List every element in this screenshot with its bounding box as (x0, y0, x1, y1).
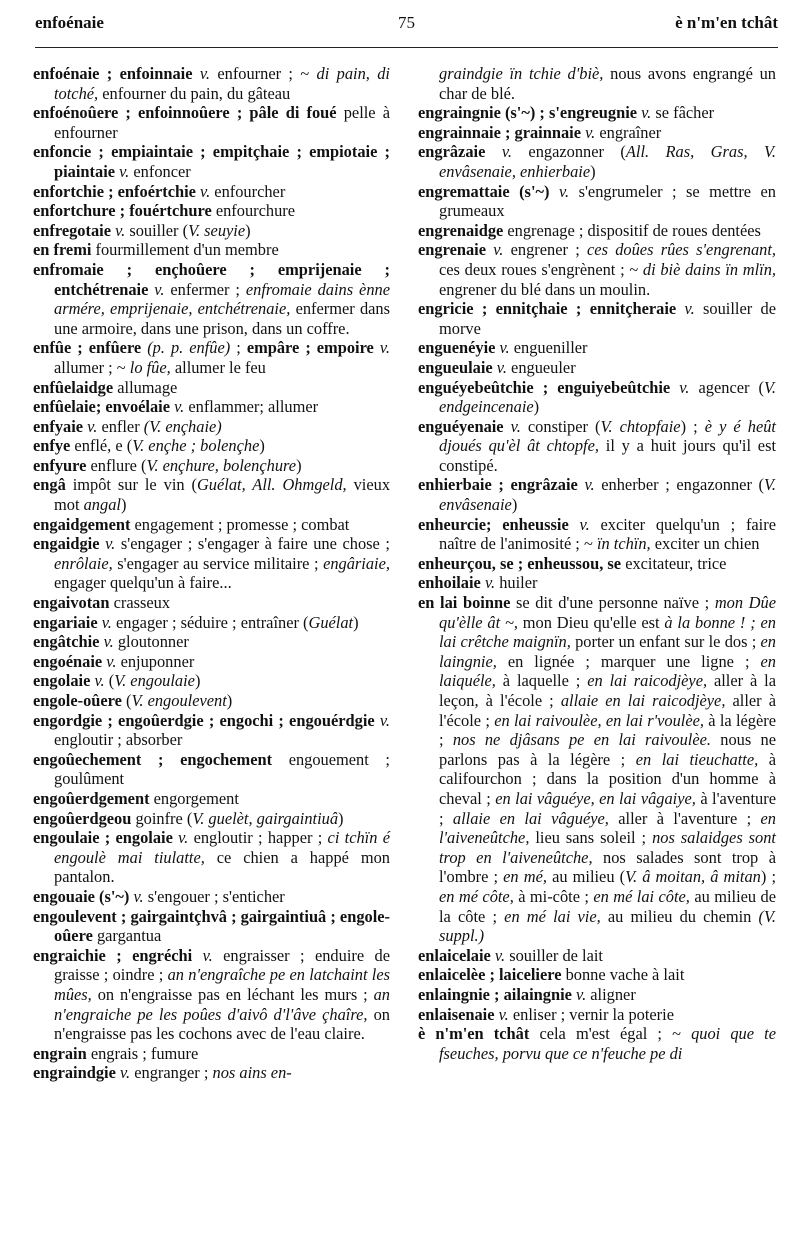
definition-text: ) (533, 397, 540, 417)
definition-text: ) (226, 691, 233, 710)
headword: è n'm'en tchât (418, 1024, 540, 1044)
definition-text: engagement ; promesse ; combat (134, 514, 350, 534)
dictionary-entry (33, 691, 390, 711)
definition-text: ) (338, 808, 344, 828)
headword: enheurçou, se ; enheussou, se (418, 553, 626, 573)
dictionary-entry (33, 201, 390, 221)
italic-text: v. (498, 1004, 513, 1024)
headword: enfûe ; enfûere (33, 338, 148, 358)
italic-text: v. (499, 338, 514, 358)
italic-text: v. (87, 416, 102, 436)
definition-text: fourmillement d'un membre (95, 240, 279, 260)
dictionary-entry (33, 946, 390, 1044)
italic-text: v. (94, 671, 109, 691)
definition-text: ) (353, 612, 359, 632)
definition-text: enflammer; allumer (188, 397, 319, 417)
header-left-guideword: enfoénaie (35, 13, 104, 32)
headword: engraichie ; engréchi (33, 945, 203, 965)
dictionary-entry (418, 985, 776, 1005)
dictionary-entry (33, 671, 390, 691)
definition-text: enherber ; engazonner ( (601, 475, 765, 495)
definition-text: au milieu du chemin (607, 906, 759, 926)
definition-text: engrener du blé dans un moulin. (439, 279, 651, 299)
headword: engueulaie (418, 357, 497, 377)
definition-text: allumage (117, 377, 178, 397)
italic-text: an n'engraîche pe en latchaint les mûes, (54, 965, 390, 1004)
italic-text: v. (510, 416, 528, 436)
dictionary-entry (418, 946, 776, 966)
headword: engoulaie ; engolaie (33, 828, 179, 848)
definition-text: allumer le feu (174, 357, 266, 377)
headword: engolaie (33, 671, 95, 691)
dictionary-entry (33, 632, 390, 652)
headword: engoénaie (33, 651, 107, 671)
italic-text: v. (379, 338, 390, 358)
italic-text: lo fûe, (129, 357, 175, 377)
italic-text: v. (199, 64, 218, 83)
italic-text: en laingnie, (439, 632, 776, 671)
italic-text: (p. p. enfûe) (147, 338, 237, 358)
dictionary-entry (418, 1005, 776, 1025)
definition-text: exciter quelqu'un ; faire naître de l'animosité ; ~ (439, 514, 776, 554)
headword: enlaicelèe ; laiceliere (418, 965, 566, 985)
definition-text: engraîner (599, 122, 662, 142)
italic-text: en lai vâguéye, en lai vâgaiye, (495, 788, 701, 808)
dictionary-entry (418, 182, 776, 221)
definition-text: enjuponner (120, 651, 195, 671)
definition-text: engrais ; fumure (90, 1043, 199, 1063)
headword: enguéyebeûtchie ; enguiyebeûtchie (418, 377, 680, 397)
dictionary-entry (418, 103, 776, 123)
definition-text: cela m'est égal ; ~ (539, 1024, 692, 1044)
italic-text: di biè dains ïn mlïn, (642, 259, 777, 279)
definition-text: engraisser ; enduire de graisse ; oindre ; (54, 945, 390, 985)
headword: engaivotan (33, 593, 114, 613)
headword: engoûechement ; engochement (33, 749, 289, 769)
definition-text: aligner (590, 984, 636, 1004)
dictionary-entry (33, 789, 390, 809)
italic-text: v. (202, 945, 224, 965)
italic-text: en lai raivoulèe, en lai r'voulèe, (494, 710, 709, 730)
headword: en fremi (33, 240, 96, 260)
definition-text: enfourcher (214, 181, 286, 201)
italic-text: v. (119, 161, 134, 181)
definition-text: huiler (499, 573, 538, 593)
definition-text: nous avons engrangé un char de blé. (439, 64, 776, 103)
italic-text: ces doûes rûes s'engrenant, (587, 240, 777, 260)
definition-text: enfourner du pain, du gâteau (102, 83, 291, 103)
definition-text: porter un enfant sur le dos ; (575, 632, 761, 652)
dictionary-entry (33, 534, 390, 593)
header-rule (35, 47, 778, 48)
dictionary-entry (33, 397, 390, 417)
definition-text: à l'aventure ; (439, 788, 776, 828)
italic-text: quoi que te fseuches, porvu que ce n'feuche pe di (439, 1024, 776, 1063)
headword: engordgie ; engoûerdgie ; engochi ; engouérdgie (33, 710, 380, 730)
definition-text: ce chien a happé mon pantalon. (54, 847, 390, 887)
italic-text: ïn tchïn, (596, 534, 655, 554)
italic-text: en mé, (503, 867, 553, 887)
italic-text: en lai tieuchatte, (635, 749, 769, 769)
definition-text: goinfre ( (135, 808, 193, 828)
dictionary-entry (33, 907, 390, 946)
headword: enfortchie ; enfoértchie (33, 181, 201, 201)
italic-text: v. (641, 103, 656, 123)
italic-text: en mé côte, (439, 886, 519, 906)
definition-text: lieu sans soleil ; (535, 828, 653, 848)
italic-text: Guélat, All. Ohmgeld, (196, 475, 354, 495)
italic-text: è y é heût djoués qu'èl ât chtopfe, (439, 416, 776, 456)
definition-text: ) ; (760, 867, 776, 887)
headword: engâ (33, 475, 73, 495)
headword: enhoilaie (418, 573, 485, 593)
headword: engariaie (33, 612, 102, 632)
dictionary-entry (33, 828, 390, 887)
italic-text: v. (174, 397, 189, 417)
italic-text: en lai raicodjèye, (587, 671, 714, 691)
italic-text: v. (178, 828, 194, 848)
italic-text: v. (103, 632, 118, 652)
italic-text: en mé lai vie, (504, 906, 608, 926)
definition-text: enliser ; vernir la poterie (512, 1004, 674, 1024)
definition-text: enfler (101, 416, 144, 436)
dictionary-entry (418, 221, 776, 241)
italic-text: V. envâsenaie (439, 475, 777, 515)
italic-text: v. (105, 534, 121, 554)
italic-text: an n'engraiche pe les poûes d'aivô d'l'âve çhaîre, (54, 984, 390, 1024)
headword: enfoénoûere ; enfoinnoûere ; pâle di foué (33, 103, 344, 123)
italic-text: V. chtopfaie (600, 416, 681, 436)
headword: engaidgie (33, 534, 106, 554)
definition-text: ) (296, 455, 302, 475)
dictionary-entry (33, 221, 390, 241)
page-number: 75 (398, 13, 415, 32)
italic-text: v. (101, 612, 116, 632)
italic-text: v. (484, 573, 500, 593)
definition-text: enfermer ; (170, 279, 246, 299)
dictionary-entry (33, 240, 390, 260)
dictionary-entry (33, 750, 390, 789)
italic-text: (V. suppl.) (439, 906, 776, 946)
definition-text: bonne vache à lait (565, 965, 685, 985)
definition-text: nous ne parlons pas à la légère ; (439, 730, 776, 769)
definition-text: enflure ( (90, 455, 147, 475)
dictionary-entry (33, 338, 390, 377)
headword: engoulevent ; gairgaintçhvâ ; gairgaintiuâ ; engole-oûere (33, 906, 390, 946)
italic-text: v. (106, 651, 121, 671)
definition-text: à califourchon ; dans la position d'un homme à cheval ; (439, 749, 776, 808)
headword: enfromaie ; ençhoûere ; emprijenaie ; entchétrenaie (33, 259, 390, 299)
dictionary-entry (33, 1044, 390, 1064)
italic-text: v. (200, 181, 215, 201)
italic-text: V. ençhe ; bolençhe (132, 436, 260, 456)
definition-text: enfourner ; ~ (217, 64, 317, 83)
italic-text: All. Ras, Gras, V. envâsenaie, enhierbaie (439, 142, 777, 181)
italic-text: angal (83, 495, 121, 515)
definition-text: ) (120, 495, 127, 515)
italic-text: allaie en lai vâguéye, (452, 808, 619, 828)
definition-text: ; (236, 338, 247, 358)
definition-text: engrenage ; dispositif de roues dentées (507, 220, 761, 240)
definition-text: aller à l'école ; (439, 691, 776, 730)
dictionary-entry (418, 965, 776, 985)
dictionary-entry (418, 142, 776, 181)
italic-text: (V. ençhaie) (143, 416, 222, 436)
header-right-guideword: è n'm'en tchât (675, 13, 778, 32)
definition-text: ( (126, 691, 132, 710)
definition-text: enfoncer (133, 161, 191, 181)
italic-text: di pain, di totché, (54, 64, 390, 103)
headword: engouaie (s'~) (33, 886, 134, 906)
italic-text: à la bonne ! ; en lai crêtche maignïn, (439, 612, 776, 652)
dictionary-entry (418, 299, 776, 338)
dictionary-entry (33, 417, 390, 437)
dictionary-entry (33, 593, 390, 613)
definition-text: ) (259, 436, 265, 456)
definition-text: au milieu de la côte ; (439, 886, 776, 926)
definition-text: ) (590, 161, 596, 181)
definition-text: ) (511, 495, 518, 515)
italic-text: V. seuyie (188, 220, 246, 240)
definition-text: s'engager au service militaire ; (117, 553, 324, 573)
definition-text: engorgement (153, 788, 239, 808)
definition-text: aller à l'aventure ; (618, 808, 761, 828)
headword: enfyure (33, 455, 91, 475)
definition-text: souiller ( (129, 220, 189, 240)
italic-text: v. (493, 240, 511, 260)
dictionary-entry (418, 417, 776, 476)
dictionary-entry (418, 358, 776, 378)
italic-text: en laiquéle, (439, 651, 776, 691)
definition-text: à laquelle ; (502, 671, 588, 691)
italic-text: v. (584, 475, 602, 495)
dictionary-entry (418, 475, 776, 514)
dictionary-entry (33, 260, 390, 338)
dictionary-entry (33, 515, 390, 535)
headword: engraindgie (33, 1063, 120, 1083)
definition-text: ) ; (680, 416, 705, 436)
headword: enfoénaie ; enfoinnaie (33, 64, 200, 83)
definition-text: gargantua (96, 926, 162, 946)
italic-text: Guélat (308, 612, 354, 632)
italic-text: nos salaidges sont trop en l'aiveneûtche, (439, 828, 776, 867)
dictionary-entry (33, 1063, 390, 1083)
headword: enfûelaidge (33, 377, 118, 397)
definition-text: à la légère ; (439, 710, 776, 750)
dictionary-entry (33, 613, 390, 633)
headword: en lai boinne (418, 593, 516, 613)
italic-text: v. (494, 945, 510, 965)
italic-text: engâriaie, (323, 553, 390, 573)
definition-text: en lignée ; marquer une ligne ; (507, 651, 761, 671)
dictionary-entry (33, 436, 390, 456)
dictionary-entry (418, 554, 776, 574)
headword: engrenaidge (418, 220, 508, 240)
italic-text: v. (679, 377, 699, 397)
definition-text: engloutir ; absorber (54, 730, 183, 750)
left-column (33, 64, 390, 1083)
dictionary-entry (33, 182, 390, 202)
italic-text: v. (133, 886, 148, 906)
definition-text: engueuler (511, 357, 576, 377)
dictionary-entry (33, 64, 390, 103)
dictionary-entry (33, 378, 390, 398)
definition-text: se fâcher (655, 103, 715, 123)
definition-text: exciter un chien (654, 534, 760, 554)
headword: engricie ; ennitçhaie ; ennitçheraie (418, 299, 685, 319)
dictionary-entry (418, 123, 776, 143)
definition-text: enfermer dans une armoire, dans une prison, dans un coffre. (54, 299, 390, 338)
dictionary-entry (418, 515, 776, 554)
italic-text: v. (501, 142, 529, 162)
headword: enfortchure ; fouértchure (33, 201, 216, 221)
headword: enlaingnie ; ailaingnie (418, 984, 577, 1004)
italic-text: enrôlaie, (54, 553, 118, 573)
definition-text: allumer ; ~ (54, 357, 130, 377)
headword: enhierbaie ; engrâzaie (418, 475, 585, 495)
italic-text: graindgie ïn tchie d'biè, (439, 64, 611, 83)
page-header (35, 13, 778, 39)
definition-text: on n'engraisse pas les cochons avec de l'eau claire. (54, 1004, 390, 1044)
dictionary-entry (418, 573, 776, 593)
italic-text: v. (684, 299, 704, 319)
headword: engole-oûere (33, 691, 127, 710)
definition-text: engloutir ; happer ; (193, 828, 328, 848)
dictionary-entry (33, 652, 390, 672)
definition-text: à mi-côte ; (518, 886, 594, 906)
dictionary-entry (418, 378, 776, 417)
headword: enlaicelaie (418, 945, 495, 965)
headword: enfyaie (33, 416, 88, 436)
definition-text: il y a huit jours qu'il est constipé. (439, 436, 777, 475)
definition-text: vieux mot (54, 475, 391, 515)
definition-text: souiller de lait (509, 945, 603, 965)
dictionary-entry (33, 142, 390, 181)
headword: engrainnaie ; grainnaie (418, 122, 586, 142)
definition-text: engranger ; (134, 1063, 213, 1083)
dictionary-entry (418, 240, 776, 299)
definition-text: mon Dieu qu'elle est (522, 612, 665, 632)
italic-text: V. guelèt, gairgaintiuâ (192, 808, 339, 828)
italic-text: V. ençhure, bolençhure (146, 455, 297, 475)
italic-text: v. (576, 984, 591, 1004)
headword: enfoncie ; empiaintaie ; empitçhaie ; empiotaie ; piaintaie (33, 142, 390, 181)
definition-text: enflé, e ( (74, 436, 133, 456)
italic-text: v. (379, 710, 390, 730)
italic-text: nos ne djâsans pe en lai raivoulèe. (452, 730, 721, 750)
headword: engoûerdgement (33, 788, 154, 808)
italic-text: en mé lai côte, (593, 886, 695, 906)
italic-text: v. (496, 357, 512, 377)
definition-text: souiller de morve (439, 299, 776, 338)
definition-text: engouement ; goulûment (54, 749, 390, 789)
headword: engoûerdgeou (33, 808, 136, 828)
definition-text: ) (194, 671, 201, 691)
headword: enfye (33, 436, 75, 456)
headword: engrain (33, 1043, 91, 1063)
definition-text: pelle à enfourner (54, 103, 390, 142)
dictionary-entry (418, 338, 776, 358)
headword: engâtchie (33, 632, 104, 652)
definition-text: nos salades sont trop à l'ombre ; (439, 847, 776, 887)
right-column (418, 64, 776, 1063)
dictionary-entry (418, 1024, 776, 1063)
dictionary-entry (418, 593, 776, 946)
italic-text: v. (115, 220, 130, 240)
headword: engraingnie (s'~) ; s'engreugnie (418, 103, 642, 123)
italic-text: V. endgeincenaie (439, 377, 776, 417)
italic-text: mon Dûe qu'èlle ât ~, (439, 593, 776, 632)
definition-text: constiper ( (527, 416, 601, 436)
italic-text: V. engoulevent (131, 691, 227, 710)
dictionary-entry (33, 711, 390, 750)
italic-text: enfromaie dains ènne armére, emprijenaie, entchétrenaie, (54, 279, 390, 319)
definition-text: engrener ; (510, 240, 588, 260)
dictionary-entry (33, 809, 390, 829)
definition-text: on n'engraisse pas en léchant les murs ; (97, 984, 374, 1004)
definition-text: s'engrumeler ; se mettre en grumeaux (439, 181, 776, 221)
italic-text: v. (585, 122, 600, 142)
dictionary-entry (33, 103, 390, 142)
entry-continuation (418, 64, 776, 103)
definition-text: gloutonner (117, 632, 189, 652)
dictionary-entry (33, 456, 390, 476)
headword: engremattaie (s'~) (418, 181, 559, 201)
definition-text: engazonner ( (528, 142, 626, 162)
definition-text: s'engager ; s'engager à faire une chose ; (120, 534, 390, 554)
italic-text: allaie en lai raicodjèye, (560, 691, 733, 710)
italic-text: V. â moitan, â mitan (625, 867, 761, 887)
headword: engaidgement (33, 514, 135, 534)
definition-text: s'engouer ; s'enticher (147, 886, 285, 906)
definition-text: aller à la leçon, à l'école ; (439, 671, 776, 710)
definition-text: impôt sur le vin ( (72, 475, 197, 495)
definition-text: agencer ( (698, 377, 764, 397)
headword: engrâzaie (418, 142, 502, 162)
headword: enfregotaie (33, 220, 116, 240)
definition-text: se dit d'une personne naïve ; (515, 593, 715, 613)
definition-text: excitateur, trice (625, 553, 727, 573)
italic-text: v. (579, 514, 601, 534)
italic-text: nos ains en- (212, 1063, 292, 1083)
definition-text: au milieu ( (552, 867, 626, 887)
dictionary-entry (33, 475, 390, 514)
dictionary-entry (33, 887, 390, 907)
definition-text: ) (245, 220, 251, 240)
definition-text: engager ; séduire ; entraîner ( (116, 612, 309, 632)
headword: enguenéyie (418, 338, 500, 358)
italic-text: ci tchïn é engoulè mai tiulatte, (54, 828, 390, 867)
headword: enlaisenaie (418, 1004, 499, 1024)
headword: enguéyenaie (418, 416, 511, 436)
italic-text: V. engoulaie (114, 671, 195, 691)
italic-text: en l'aiveneûtche, (439, 808, 777, 848)
definition-text: ces deux roues s'engrènent ; ~ (439, 259, 643, 279)
headword: empâre ; empoire (246, 338, 380, 358)
definition-text: engager quelqu'un à faire... (54, 573, 232, 593)
definition-text: crasseux (113, 593, 171, 613)
definition-text: ( (108, 671, 115, 691)
headword: enfûelaie; envoélaie (33, 397, 175, 417)
headword: enheurcie; enheussie (418, 514, 580, 534)
headword: engrenaie (418, 240, 494, 260)
italic-text: v. (119, 1063, 135, 1083)
italic-text: v. (154, 279, 171, 299)
definition-text: enfourchure (215, 201, 296, 221)
italic-text: v. (558, 181, 579, 201)
definition-text: engueniller (513, 338, 588, 358)
